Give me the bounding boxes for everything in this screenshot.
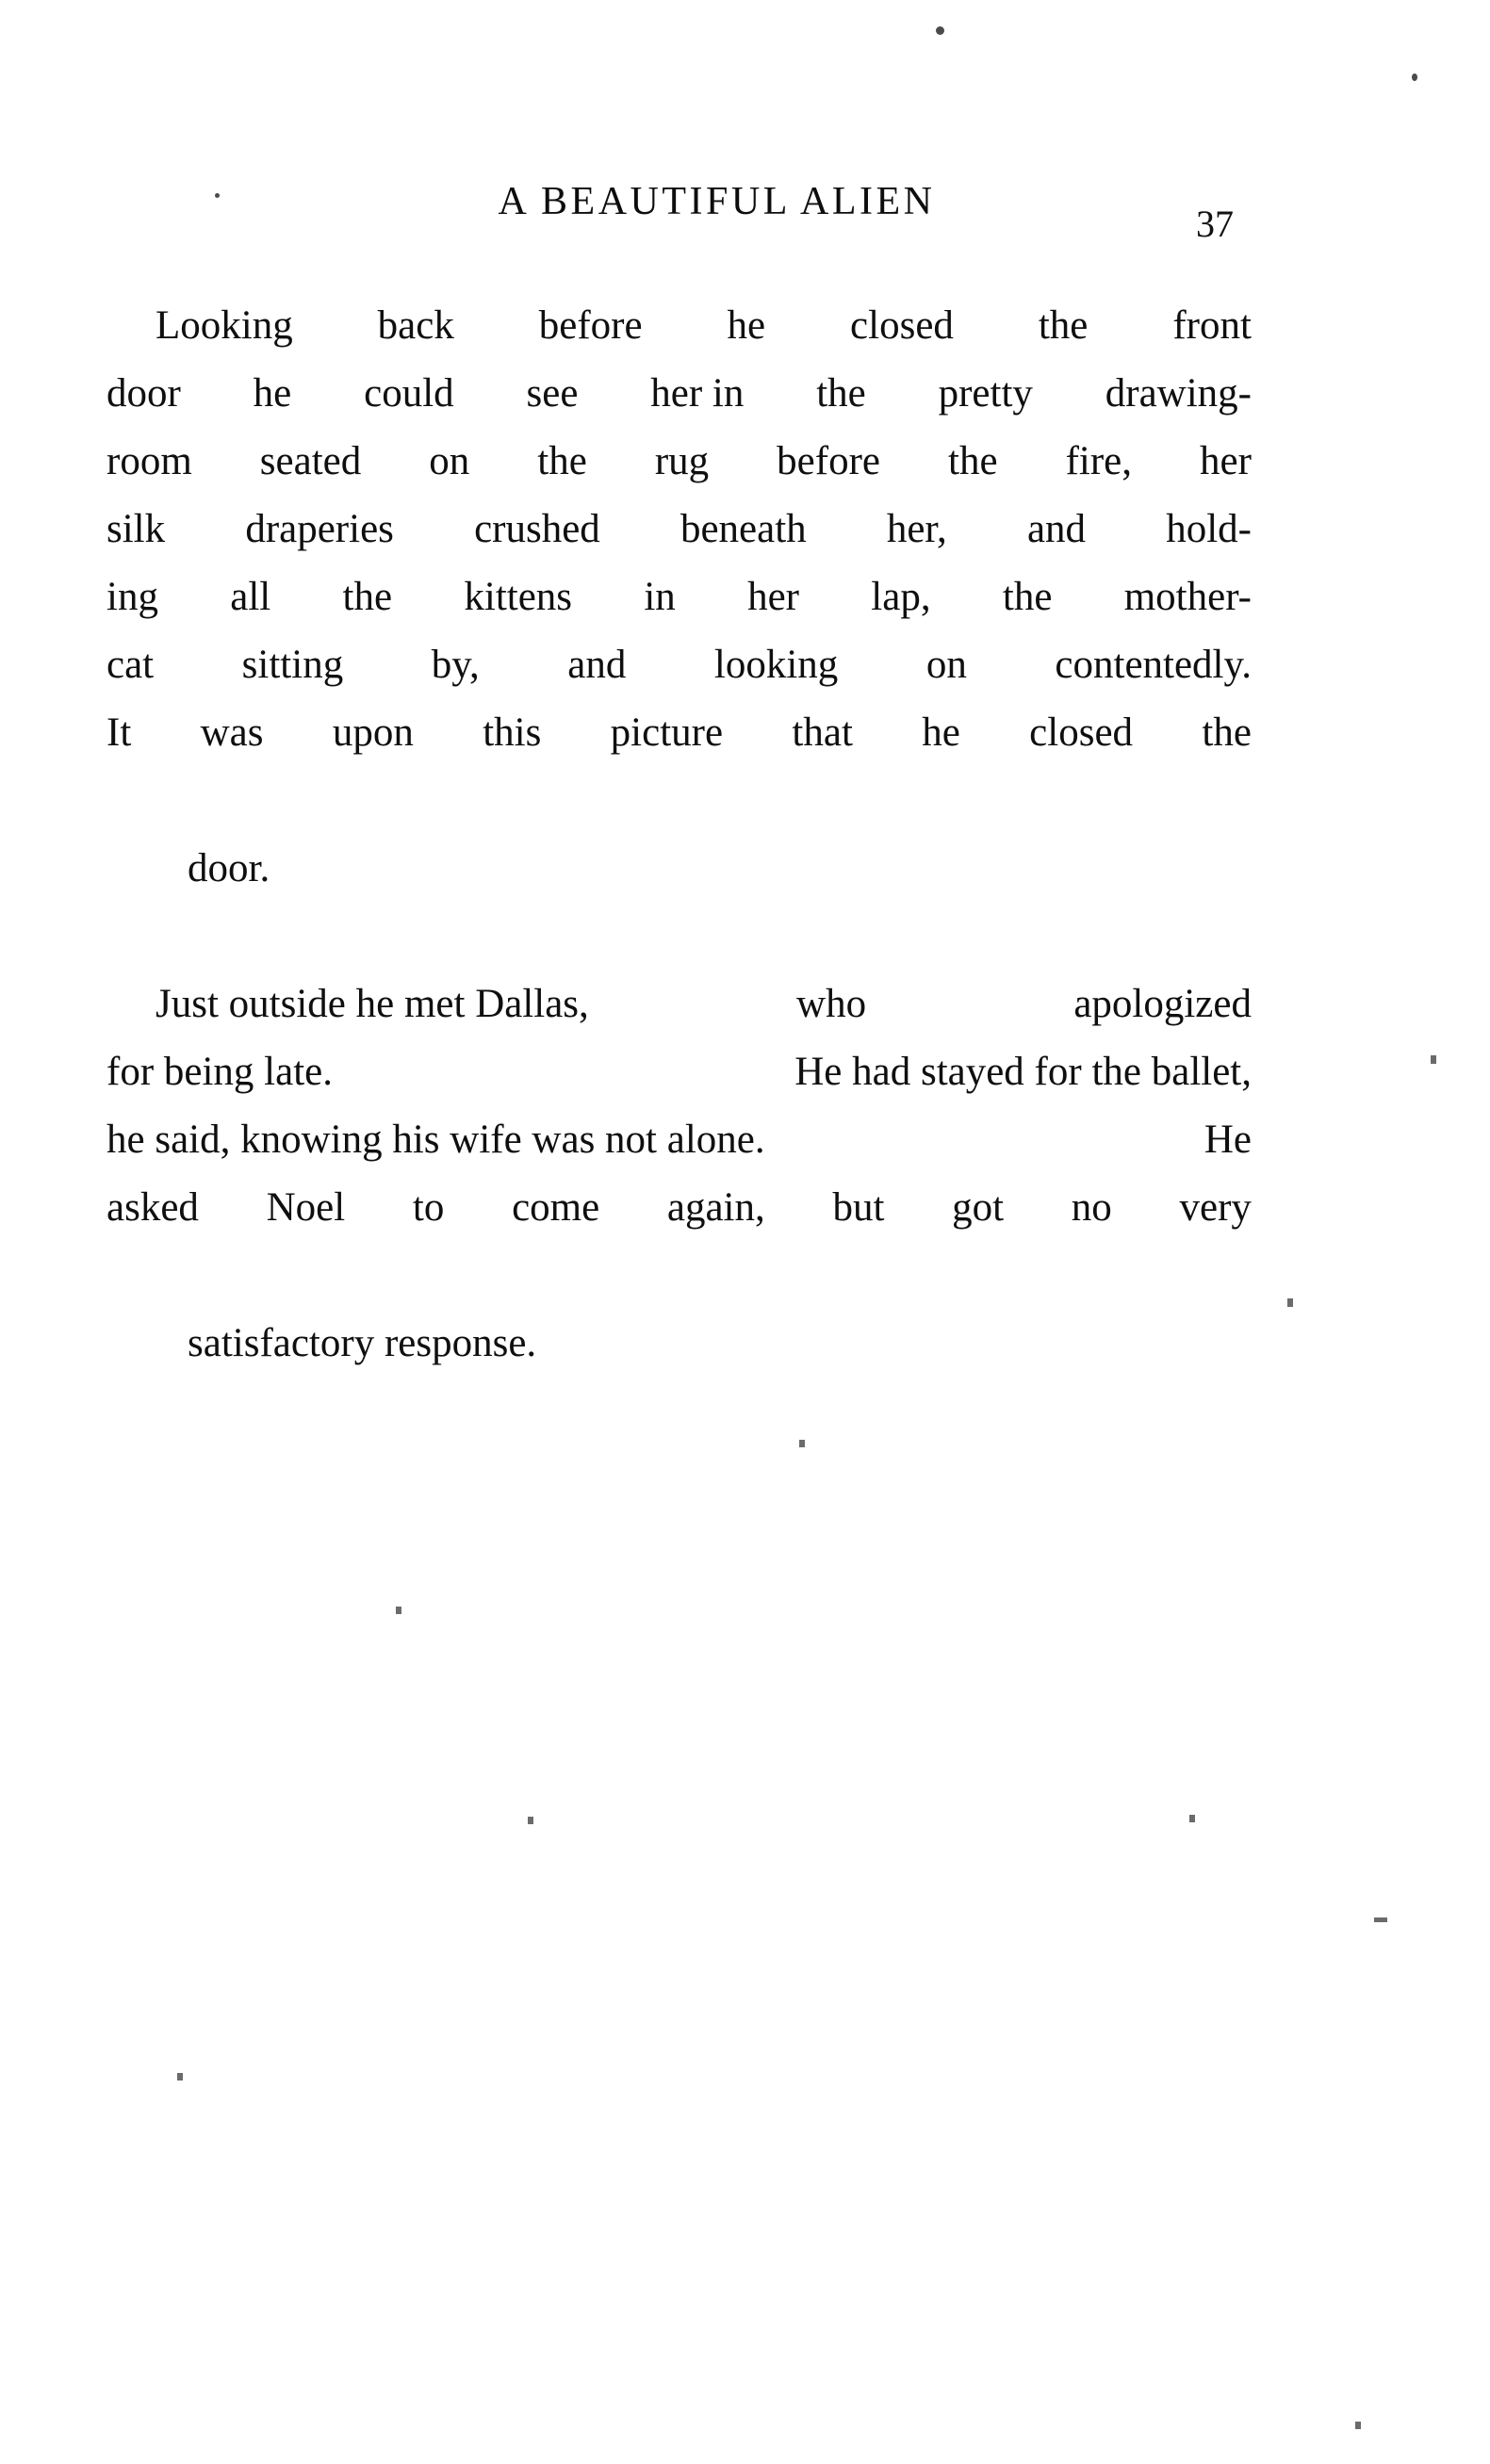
paragraph xyxy=(106,292,1252,971)
text-line: he said, knowing his wife was not alone. He xyxy=(106,1118,1252,1162)
ink-speck xyxy=(1189,1815,1195,1822)
text-line: cat sitting by, and looking on contentedly. xyxy=(106,643,1252,687)
text-line: Looking back before he closed the front xyxy=(156,303,1252,348)
text-line: silk draperies crushed beneath her, and hold- xyxy=(106,507,1252,551)
ink-speck xyxy=(177,2073,183,2081)
text-line: door he could see her in the pretty drawing- xyxy=(106,371,1252,416)
ink-speck xyxy=(1287,1298,1293,1307)
text-line: It was upon this picture that he closed the xyxy=(106,710,1252,755)
ink-speck xyxy=(1412,73,1417,81)
ink-speck xyxy=(1355,2422,1361,2429)
text-line: room seated on the rug before the fire, her xyxy=(106,439,1252,483)
text-line: ing all the kittens in her lap, the mother- xyxy=(106,575,1252,619)
text-line: satisfactory response. xyxy=(188,1321,537,1365)
ink-speck xyxy=(1431,1055,1436,1064)
text-line: Just outside he met Dallas, who apologized xyxy=(156,982,1252,1026)
text-line: door. xyxy=(188,846,270,890)
page-body xyxy=(106,292,1252,1445)
ink-speck xyxy=(936,26,944,35)
paragraph xyxy=(106,971,1252,1445)
book-title: A BEAUTIFUL ALIEN xyxy=(498,180,936,223)
running-head xyxy=(0,179,1490,224)
text-line: asked Noel to come again, but got no very xyxy=(106,1185,1252,1230)
ink-speck xyxy=(528,1817,533,1824)
text-line: for being late. He had stayed for the ballet, xyxy=(106,1050,1252,1094)
ink-speck xyxy=(1374,1917,1387,1922)
ink-speck xyxy=(396,1607,401,1614)
page-number: 37 xyxy=(1196,203,1234,245)
